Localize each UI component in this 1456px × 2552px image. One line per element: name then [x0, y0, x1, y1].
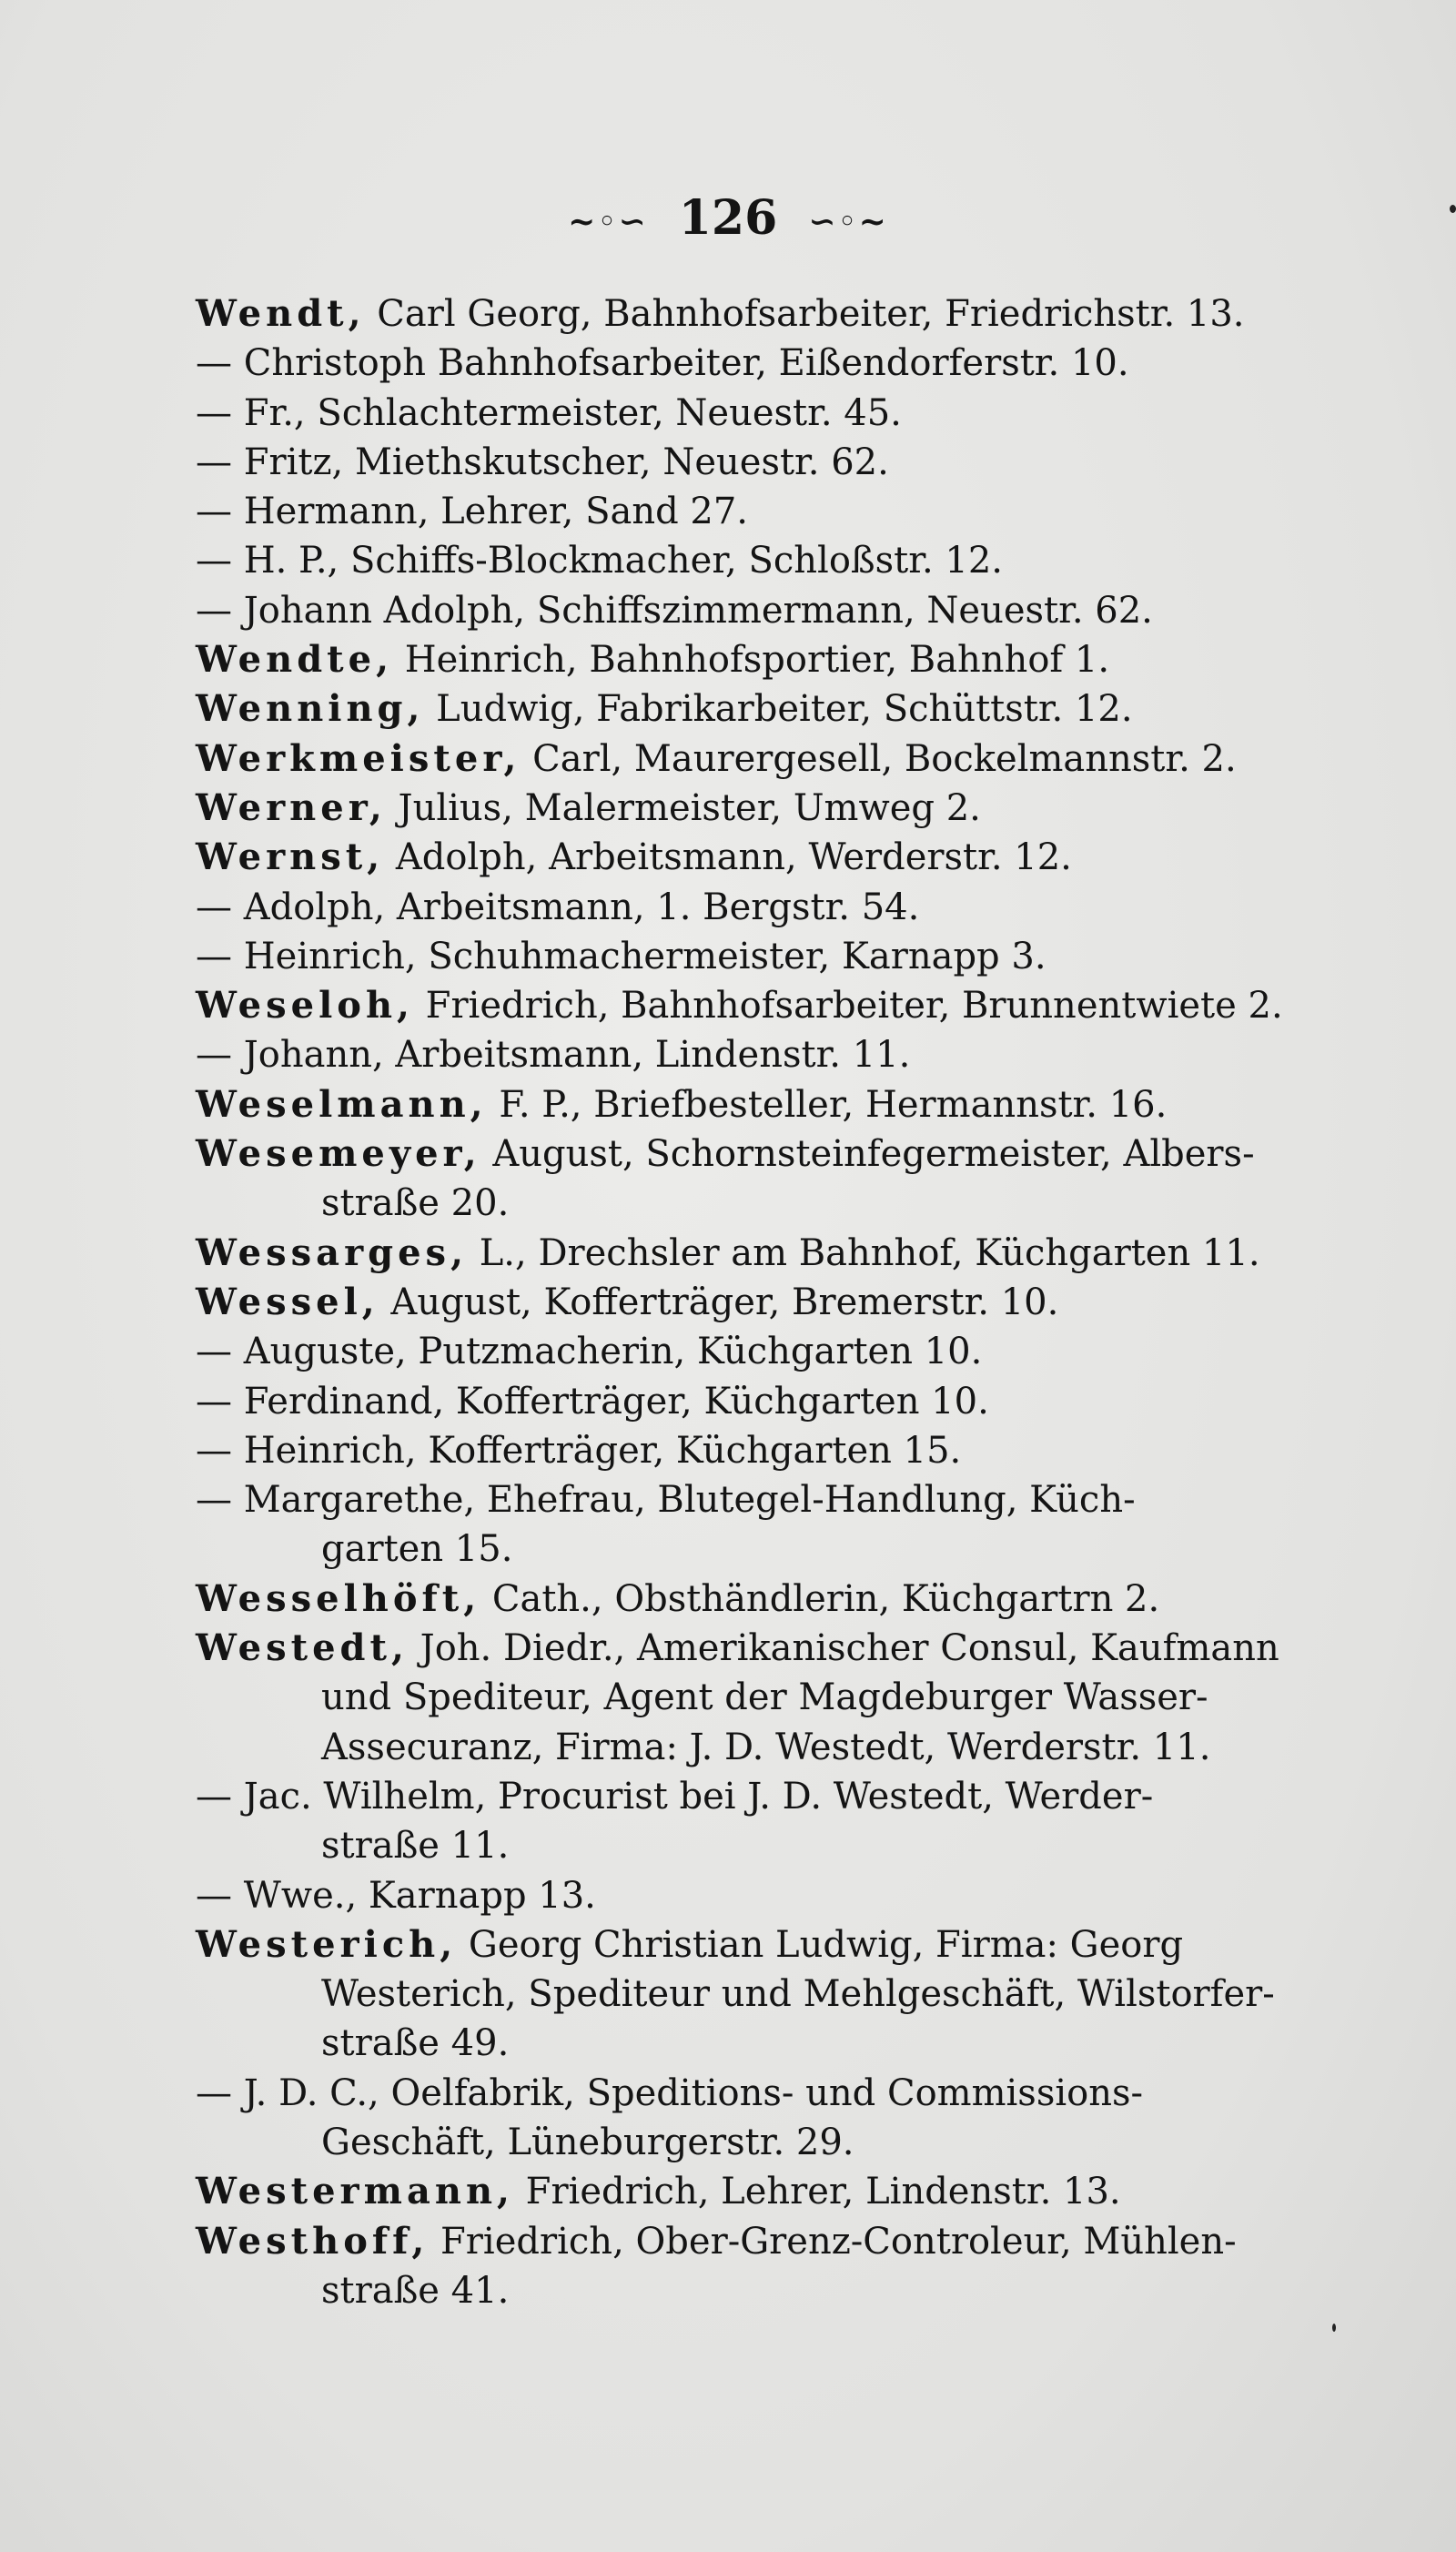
directory-sub-entry [196, 1871, 1379, 1920]
directory-entry [196, 1080, 1379, 1129]
entry-text: Geschäft, Lüneburgerstr. 29. [321, 2121, 854, 2163]
entry-surname: Wenning, [196, 687, 425, 731]
directory-sub-entry [196, 487, 1379, 536]
directory-sub-entry [196, 438, 1379, 487]
entry-text: F. P., Briefbesteller, Hermannstr. 16. [487, 1083, 1168, 1126]
directory-sub-entry [196, 883, 1379, 932]
directory-entry [196, 1575, 1379, 1624]
directory-sub-entry [196, 389, 1379, 438]
directory-entry [196, 2167, 1379, 2216]
entry-surname: Wessel, [196, 1280, 379, 1323]
entry-text: Ludwig, Fabrikarbeiter, Schüttstr. 12. [424, 688, 1133, 731]
entry-text: — Margarethe, Ehefrau, Blutegel-Handlung, Küch- [196, 1479, 1136, 1522]
print-speck-icon [1332, 2324, 1336, 2332]
directory-entry [196, 1624, 1379, 1673]
directory-sub-entry [196, 1327, 1379, 1376]
ornament-left-icon: ~◦∽ [568, 202, 648, 241]
directory-sub-entry [196, 1475, 1379, 1524]
entry-text: August, Schornsteinfegermeister, Albers- [480, 1133, 1255, 1176]
directory-sub-entry [196, 586, 1379, 635]
entry-text: — Hermann, Lehrer, Sand 27. [196, 491, 749, 533]
entry-text: Georg Christian Ludwig, Firma: Georg [457, 1923, 1184, 1966]
entry-text: Friedrich, Ober-Grenz-Controleur, Mühlen- [429, 2220, 1237, 2263]
entry-text: Joh. Diedr., Amerikanischer Consul, Kaufmann [408, 1627, 1279, 1670]
entry-text: Carl, Maurergesell, Bockelmannstr. 2. [521, 737, 1237, 780]
directory-sub-entry [196, 2069, 1379, 2118]
entry-surname: Weseloh, [196, 984, 414, 1028]
entry-surname: Westerich, [196, 1922, 458, 1966]
entry-text: und Spediteur, Agent der Magdeburger Wasser- [321, 1676, 1208, 1719]
entry-text: Friedrich, Lehrer, Lindenstr. 13. [513, 2171, 1121, 2213]
entry-surname: Westermann, [196, 2170, 514, 2213]
directory-entry [196, 784, 1379, 833]
entry-text: — Johann, Arbeitsmann, Lindenstr. 11. [196, 1034, 911, 1077]
entry-text: — H. P., Schiffs-Blockmacher, Schloßstr. 12. [196, 540, 1004, 582]
directory-entry-continuation [196, 1821, 1379, 1870]
directory-entry [196, 833, 1379, 882]
directory-entry-continuation [196, 1723, 1379, 1772]
directory-sub-entry [196, 1426, 1379, 1475]
directory-entry [196, 981, 1379, 1030]
directory-sub-entry [196, 1030, 1379, 1079]
entry-text: — Jac. Wilhelm, Procurist bei J. D. Westedt, Werder- [196, 1775, 1154, 1818]
entry-text: — Adolph, Arbeitsmann, 1. Bergstr. 54. [196, 886, 920, 928]
entry-text: Friedrich, Bahnhofsarbeiter, Brunnentwiete 2. [413, 985, 1283, 1028]
page-header [0, 187, 1456, 254]
entry-text: — Heinrich, Kofferträger, Küchgarten 15. [196, 1429, 962, 1472]
entry-text: — Auguste, Putzmacherin, Küchgarten 10. [196, 1331, 983, 1373]
directory-entry [196, 635, 1379, 684]
entry-text: Carl Georg, Bahnhofsarbeiter, Friedrichstr. 13. [365, 293, 1245, 335]
entry-text: Adolph, Arbeitsmann, Werderstr. 12. [384, 836, 1072, 879]
entry-surname: Wesselhöft, [196, 1576, 481, 1620]
entry-text: Heinrich, Bahnhofsportier, Bahnhof 1. [393, 639, 1110, 682]
directory-entry-continuation [196, 1179, 1379, 1228]
entry-text: L., Drechsler am Bahnhof, Küchgarten 11. [468, 1231, 1260, 1274]
entry-text: August, Kofferträger, Bremerstr. 10. [379, 1281, 1059, 1323]
entry-text: — Fr., Schlachtermeister, Neuestr. 45. [196, 391, 902, 434]
directory-entry [196, 684, 1379, 734]
print-speck-icon [1450, 205, 1456, 213]
entry-text: Julius, Malermeister, Umweg 2. [386, 786, 981, 829]
entry-text: straße 20. [321, 1182, 510, 1225]
directory-entry-continuation [196, 1970, 1379, 2019]
entry-text: — Fritz, Miethskutscher, Neuestr. 62. [196, 441, 889, 483]
directory-sub-entry [196, 1772, 1379, 1821]
entry-text: garten 15. [321, 1528, 513, 1571]
entry-surname: Wessarges, [196, 1230, 469, 1274]
directory-entry [196, 2217, 1379, 2266]
directory-entry [196, 1920, 1379, 1970]
entry-surname: Westedt, [196, 1626, 409, 1670]
entry-text: — Wwe., Karnapp 13. [196, 1874, 596, 1917]
entry-surname: Weselmann, [196, 1082, 488, 1126]
directory-entry [196, 1229, 1379, 1278]
entry-text: Assecuranz, Firma: J. D. Westedt, Werderstr. 11. [321, 1726, 1211, 1768]
directory-entry-continuation [196, 2118, 1379, 2167]
directory-sub-entry [196, 932, 1379, 981]
directory-entry [196, 1129, 1379, 1179]
directory-entry-continuation [196, 1673, 1379, 1722]
entry-surname: Wernst, [196, 835, 385, 879]
entry-surname: Werner, [196, 785, 387, 829]
directory-sub-entry [196, 536, 1379, 585]
directory-entries [196, 289, 1379, 2315]
ornament-right-icon: ∽◦~ [808, 202, 888, 241]
entry-text: Cath., Obsthändlerin, Küchgartrn 2. [480, 1577, 1160, 1620]
entry-text: straße 41. [321, 2269, 510, 2312]
directory-entry-continuation [196, 2266, 1379, 2315]
entry-surname: Westhoff, [196, 2219, 430, 2263]
entry-text: — Johann Adolph, Schiffszimmermann, Neuestr. 62. [196, 589, 1153, 632]
directory-sub-entry [196, 339, 1379, 388]
entry-text: Westerich, Spediteur und Mehlgeschäft, Wilstorfer- [321, 1973, 1275, 2016]
entry-text: — Christoph Bahnhofsarbeiter, Eißendorferstr. 10. [196, 342, 1129, 385]
directory-entry [196, 1278, 1379, 1327]
entry-text: — Heinrich, Schuhmachermeister, Karnapp 3. [196, 935, 1046, 977]
entry-text: — J. D. C., Oelfabrik, Speditions- und Commissions- [196, 2071, 1144, 2114]
page-number: 126 [678, 190, 778, 246]
entry-surname: Wendte, [196, 638, 394, 682]
directory-sub-entry [196, 1377, 1379, 1426]
directory-entry-continuation [196, 2019, 1379, 2068]
entry-text: straße 11. [321, 1825, 510, 1868]
directory-entry [196, 289, 1379, 339]
entry-surname: Werkmeister, [196, 736, 521, 780]
directory-entry [196, 734, 1379, 784]
entry-text: — Ferdinand, Kofferträger, Küchgarten 10. [196, 1380, 989, 1423]
entry-text: straße 49. [321, 2022, 510, 2065]
directory-entry-continuation [196, 1524, 1379, 1574]
entry-surname: Wendt, [196, 292, 366, 335]
entry-surname: Wesemeyer, [196, 1132, 481, 1176]
